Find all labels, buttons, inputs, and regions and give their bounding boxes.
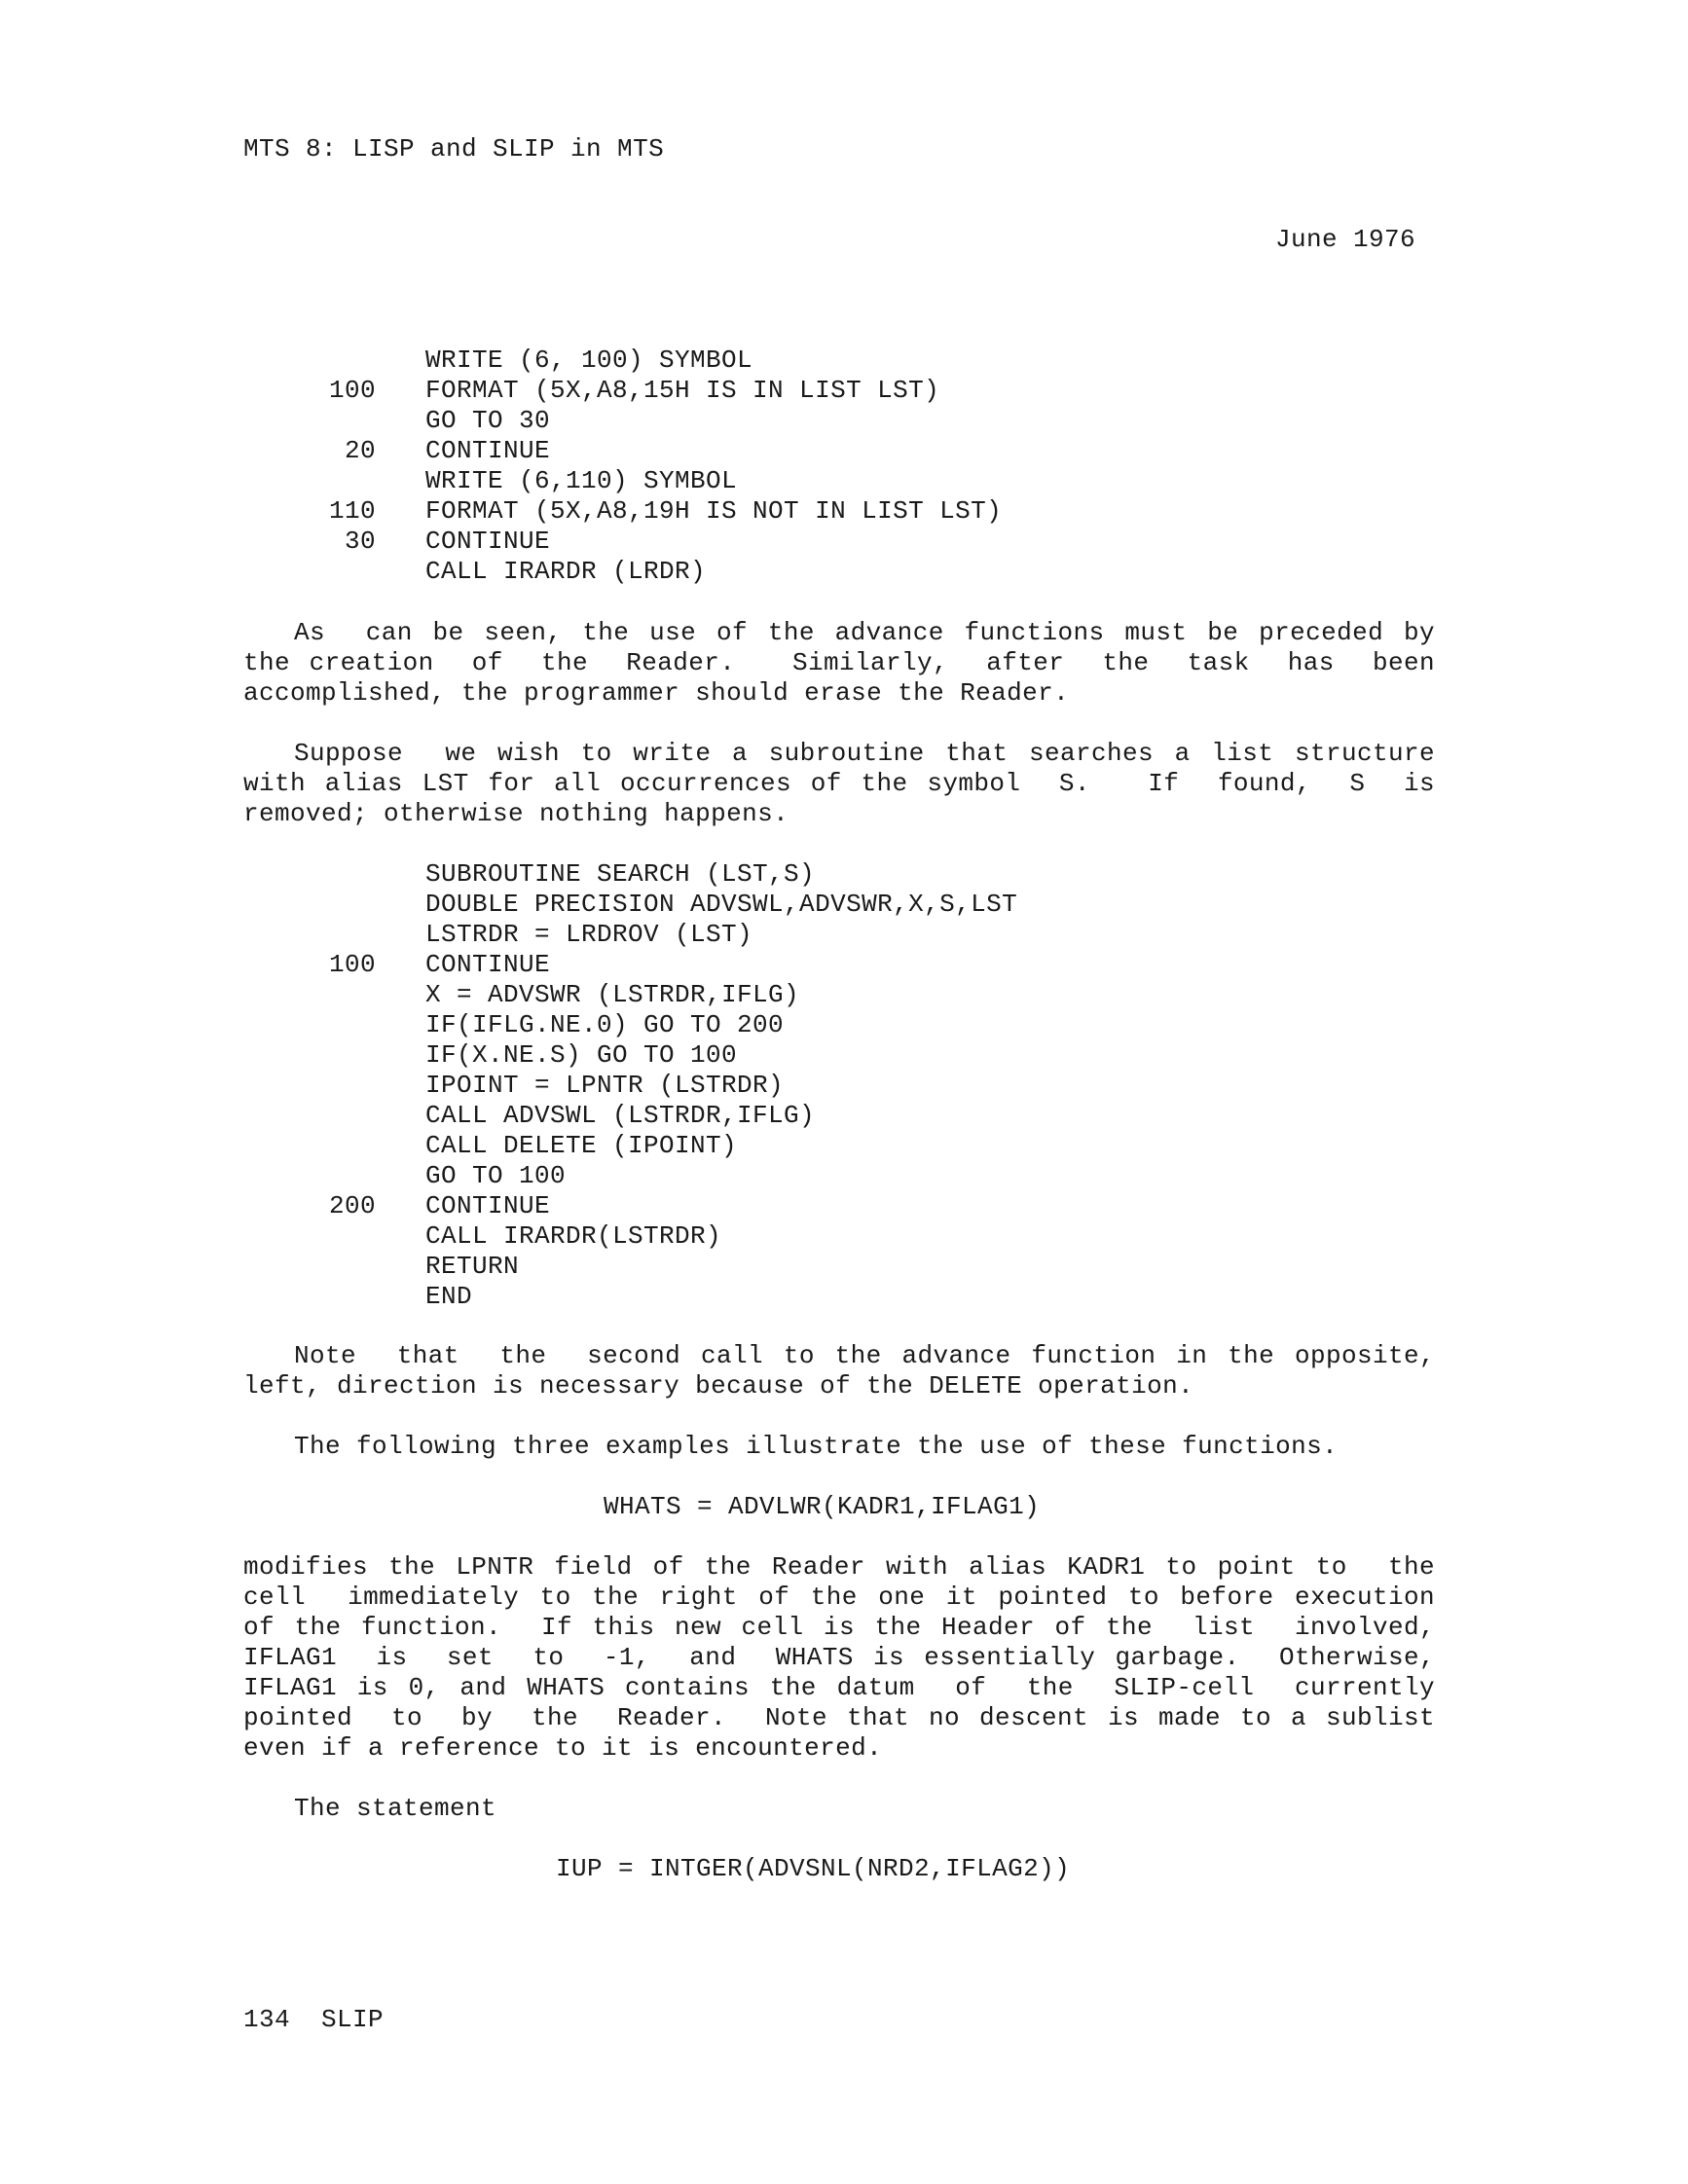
statement-text: CALL IRARDR(LSTRDR)	[425, 1221, 722, 1251]
paragraph-line: The statement	[294, 1794, 497, 1823]
paragraph-line: accomplished, the programmer should erase the Reader.	[243, 678, 1070, 708]
statement-text: DOUBLE PRECISION ADVSWL,ADVSWR,X,S,LST	[425, 890, 1018, 919]
paragraph-line: removed; otherwise nothing happens.	[243, 799, 789, 828]
statement-label: 20	[344, 436, 376, 465]
statement-text: IF(X.NE.S) GO TO 100	[425, 1040, 738, 1070]
paragraph-advlwr-explanation	[243, 1552, 1435, 1764]
paragraph-line: As can be seen, the use of the advance functions must be preceded by	[294, 618, 1435, 647]
running-header-title: MTS 8: LISP and SLIP in MTS	[243, 134, 665, 164]
paragraph-line: IFLAG1 is 0, and WHATS contains the datum of the SLIP-cell currently	[243, 1673, 1435, 1702]
statement-text: WRITE (6, 100) SYMBOL	[425, 346, 753, 375]
statement-text: CONTINUE	[425, 436, 551, 465]
statement-text: GO TO 30	[425, 406, 551, 435]
statement-text: CONTINUE	[425, 950, 551, 979]
paragraph-examples-intro	[243, 1432, 1435, 1462]
statement-text: LSTRDR = LRDROV (LST)	[425, 920, 753, 949]
page-footer: 134 SLIP	[243, 2005, 385, 2034]
statement-text: IF(IFLG.NE.0) GO TO 200	[425, 1010, 785, 1039]
paragraph-line: cell immediately to the right of the one it pointed to before execution	[243, 1583, 1435, 1612]
statement-text: IPOINT = LPNTR (LSTRDR)	[425, 1071, 785, 1100]
statement-text: WRITE (6,110) SYMBOL	[425, 466, 738, 495]
statement-text: RETURN	[425, 1252, 520, 1281]
statement-text: FORMAT (5X,A8,19H IS NOT IN LIST LST)	[425, 496, 1003, 526]
statement-label: 200	[328, 1191, 376, 1220]
statement-text: CALL DELETE (IPOINT)	[425, 1131, 738, 1160]
example-statement-advlwr: WHATS = ADVLWR(KADR1,IFLAG1)	[604, 1492, 1041, 1521]
paragraph-line: the creation of the Reader. Similarly, after the task has been	[243, 648, 1435, 677]
statement-label: 100	[328, 376, 376, 405]
paragraph-line: with alias LST for all occurrences of the symbol S. If found, S is	[243, 769, 1435, 798]
paragraph-line: of the function. If this new cell is the Header of the list involved,	[243, 1613, 1435, 1642]
statement-text: FORMAT (5X,A8,15H IS IN LIST LST)	[425, 376, 940, 405]
paragraph-statement-intro	[243, 1794, 1435, 1824]
example-statement-advsnl: IUP = INTGER(ADVSNL(NRD2,IFLAG2))	[556, 1854, 1071, 1883]
statement-text: CALL IRARDR (LRDR)	[425, 557, 707, 586]
statement-label: 30	[344, 527, 376, 556]
statement-text: CALL ADVSWL (LSTRDR,IFLG)	[425, 1101, 816, 1130]
statement-label: 110	[328, 496, 376, 526]
running-header-date: June 1976	[1275, 225, 1416, 254]
statement-text: CONTINUE	[425, 1191, 551, 1220]
paragraph-line: pointed to by the Reader. Note that no descent is made to a sublist	[243, 1703, 1435, 1732]
statement-text: SUBROUTINE SEARCH (LST,S)	[425, 859, 816, 889]
statement-text: X = ADVSWR (LSTRDR,IFLG)	[425, 980, 800, 1009]
statement-text: END	[425, 1282, 473, 1311]
paragraph-search-subroutine	[243, 739, 1435, 829]
statement-text: CONTINUE	[425, 527, 551, 556]
statement-text: GO TO 100	[425, 1161, 567, 1190]
statement-label: 100	[328, 950, 376, 979]
paragraph-reader-creation	[243, 618, 1435, 709]
paragraph-delete-note	[243, 1341, 1435, 1401]
paragraph-line: Suppose we wish to write a subroutine that searches a list structure	[294, 739, 1435, 768]
paragraph-line: IFLAG1 is set to -1, and WHATS is essentially garbage. Otherwise,	[243, 1643, 1435, 1672]
paragraph-line: The following three examples illustrate the use of these functions.	[294, 1432, 1339, 1461]
paragraph-line: even if a reference to it is encountered.	[243, 1733, 883, 1763]
paragraph-line: Note that the second call to the advance function in the opposite,	[294, 1341, 1435, 1370]
paragraph-line: left, direction is necessary because of the DELETE operation.	[243, 1371, 1194, 1401]
paragraph-line: modifies the LPNTR field of the Reader with alias KADR1 to point to the	[243, 1552, 1435, 1582]
